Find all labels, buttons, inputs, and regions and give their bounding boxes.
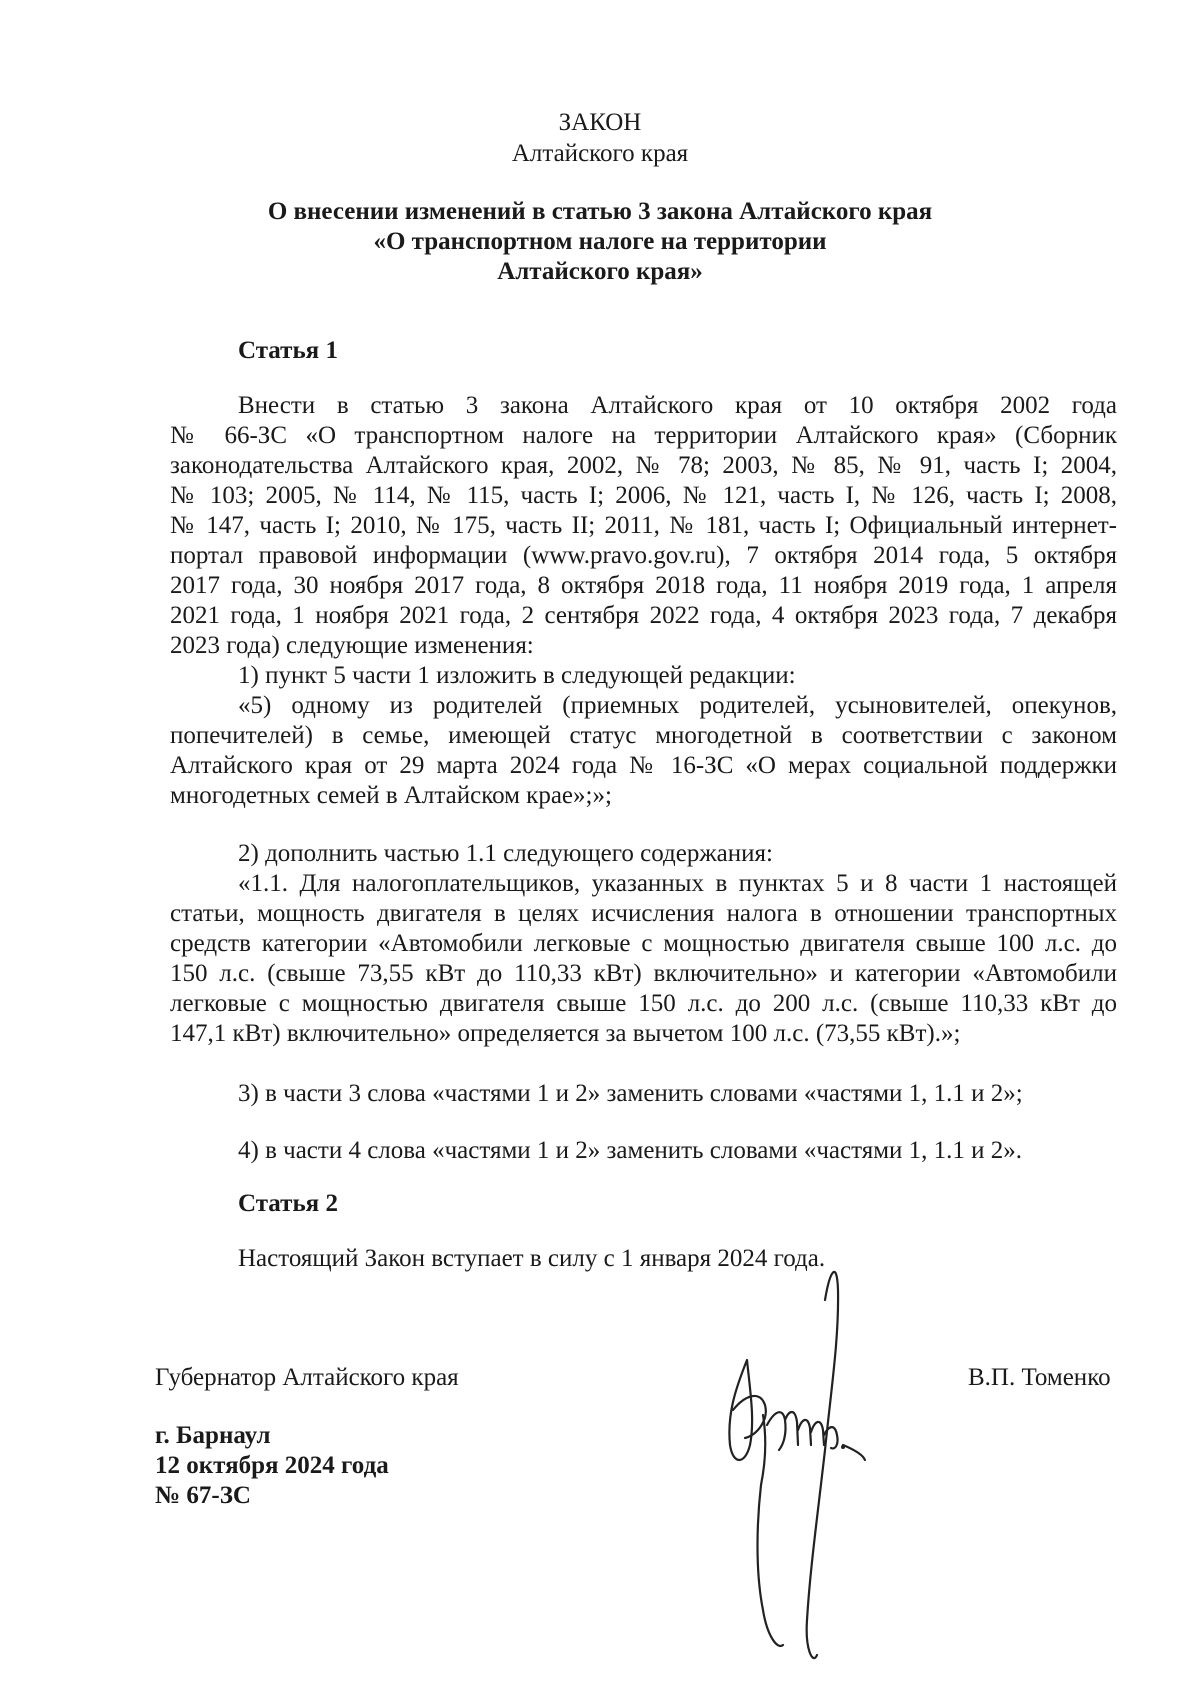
document-title-line: Алтайского края»	[497, 258, 703, 285]
item-1-text-line: «5) одному из родителей (приемных родителей, усыновителей, опекунов,	[238, 692, 1117, 719]
item-2-text-line: статьи, мощность двигателя в целях исчисления налога в отношении транспортных	[170, 900, 1117, 927]
article-1-text-line: № 66-ЗС «О транспортном налоге на территории Алтайского края» (Сборник	[170, 422, 1117, 449]
document-title-line: «О транспортном налоге на территории	[373, 228, 827, 255]
signatory-position: Губернатор Алтайского края	[155, 1364, 459, 1391]
article-1-text-line: 2023 года) следующие изменения:	[170, 632, 534, 659]
item-4-text: 4) в части 4 слова «частями 1 и 2» заменить словами «частями 1, 1.1 и 2».	[238, 1137, 1023, 1164]
document-title-line: О внесении изменений в статью 3 закона Алтайского края	[267, 198, 933, 225]
item-2-text-line: «1.1. Для налогоплательщиков, указанных в пунктах 5 и 8 части 1 настоящей	[238, 870, 1117, 897]
document-issuer: Алтайского края	[511, 140, 689, 167]
article-1-text-line: портал правовой информации (www.pravo.gov.ru), 7 октября 2014 года, 5 октября	[170, 542, 1117, 569]
item-1-label: 1) пункт 5 части 1 изложить в следующей редакции:	[238, 662, 796, 689]
article-1-text-line: № 103; 2005, № 114, № 115, часть I; 2006, № 121, часть I, № 126, часть I; 2008,	[170, 482, 1117, 509]
item-2-text-line: средств категории «Автомобили легковые с мощностью двигателя свыше 100 л.с. до	[170, 930, 1117, 957]
article-2-heading: Статья 2	[238, 1190, 338, 1217]
article-1-text-line: 2021 года, 1 ноября 2021 года, 2 сентября 2022 года, 4 октября 2023 года, 7 декабря	[170, 602, 1117, 629]
article-1-heading: Статья 1	[238, 337, 338, 364]
item-1-text-line: многодетных семей в Алтайском крае»;»;	[170, 782, 612, 809]
signatory-name: В.П. Томенко	[968, 1364, 1111, 1391]
item-2-text-line: 147,1 кВт) включительно» определяется за вычетом 100 л.с. (73,55 кВт).»;	[170, 1020, 961, 1047]
handwritten-signature	[705, 1240, 870, 1670]
place-of-signing: г. Барнаул	[155, 1422, 271, 1449]
date-of-signing: 12 октября 2024 года	[155, 1452, 389, 1479]
item-2-text-line: легковые с мощностью двигателя свыше 150 л.с. до 200 л.с. (свыше 110,33 кВт до	[170, 990, 1117, 1017]
law-number: № 67-ЗС	[155, 1482, 251, 1509]
document-type: ЗАКОН	[558, 109, 642, 136]
article-1-text-line: законодательства Алтайского края, 2002, № 78; 2003, № 85, № 91, часть I; 2004,	[170, 452, 1117, 479]
article-2-text: Настоящий Закон вступает в силу с 1 января 2024 года.	[238, 1245, 826, 1272]
item-1-text-line: попечителей) в семье, имеющей статус многодетной в соответствии с законом	[170, 722, 1117, 749]
article-1-text-line: 2017 года, 30 ноября 2017 года, 8 октября 2018 года, 11 ноября 2019 года, 1 апреля	[170, 572, 1117, 599]
item-2-text-line: 150 л.с. (свыше 73,55 кВт до 110,33 кВт) включительно» и категории «Автомобили	[170, 960, 1117, 987]
article-1-text-line: № 147, часть I; 2010, № 175, часть II; 2011, № 181, часть I; Официальный интернет-	[170, 512, 1117, 539]
item-1-text-line: Алтайского края от 29 марта 2024 года № 16-ЗС «О мерах социальной поддержки	[170, 752, 1117, 779]
item-3-text: 3) в части 3 слова «частями 1 и 2» заменить словами «частями 1, 1.1 и 2»;	[238, 1080, 1023, 1107]
article-1-text-line: Внести в статью 3 закона Алтайского края от 10 октября 2002 года	[238, 392, 1117, 419]
item-2-label: 2) дополнить частью 1.1 следующего содержания:	[238, 840, 773, 867]
